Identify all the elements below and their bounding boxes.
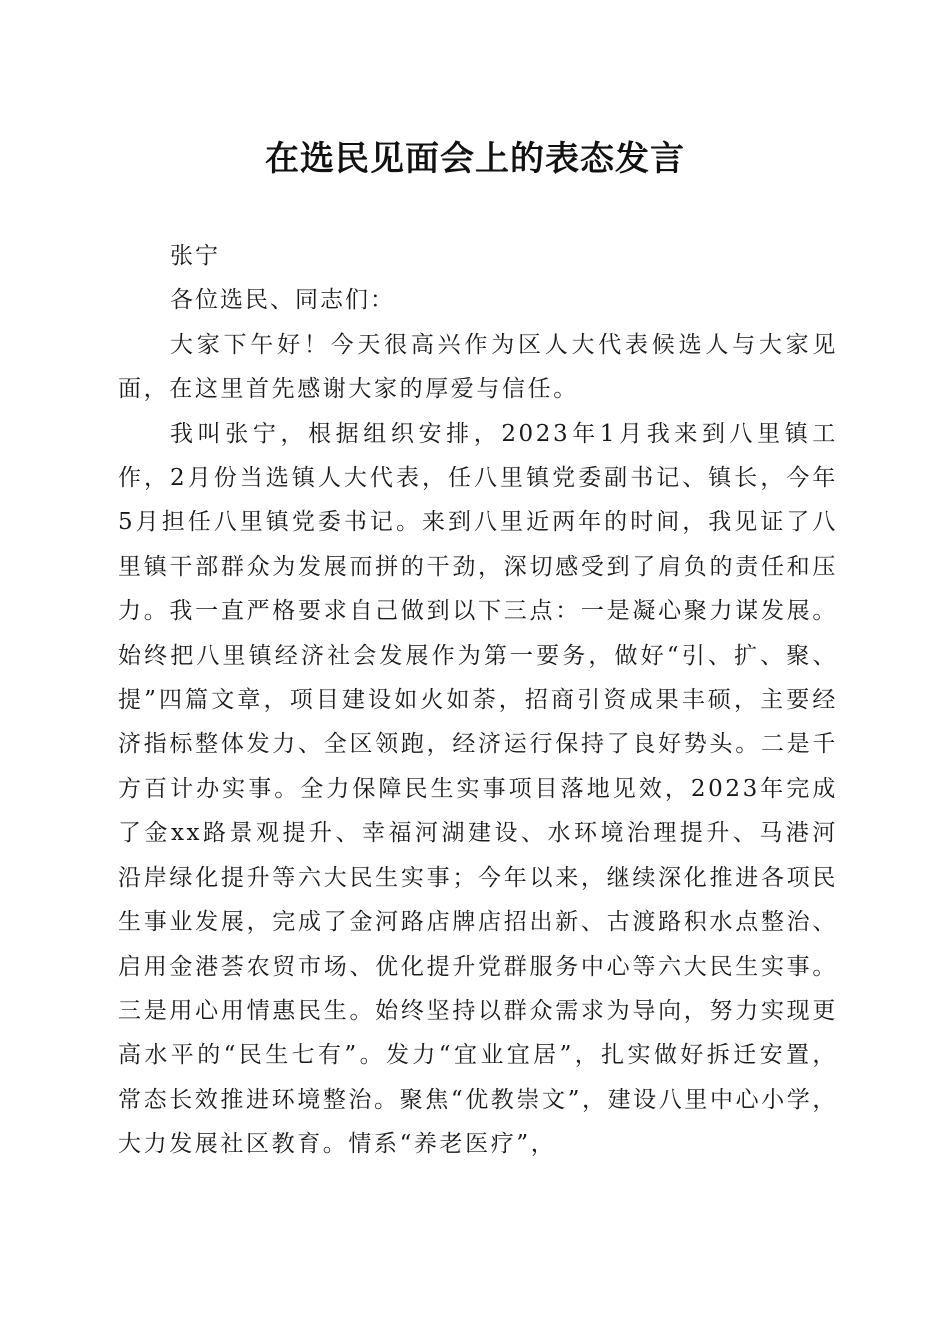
paragraph-greeting: 大家下午好！今天很高兴作为区人大代表候选人与大家见面，在这里首先感谢大家的厚爱与信任。 (118, 331, 838, 403)
document-title: 在选民见面会上的表态发言 (265, 139, 685, 179)
document-body (118, 234, 838, 1167)
author-name: 张宁 (170, 243, 220, 269)
paragraph-introduction: 我叫张宁，根据组织安排，2023年1月我来到八里镇工作，2月份当选镇人大代表，任八里镇党委副书记、镇长，今年5月担任八里镇党委书记。来到八里近两年的时间，我见证了八里镇干部群众为发展而拼的干劲，深切感受到了肩负的责任和压力。我一直严格要求自己做到以下三点：一是凝心聚力谋发展。始终把八里镇经济社会发展作为第一要务，做好“引、扩、聚、提”四篇文章，项目建设如火如荼，招商引资成果丰硕，主要经济指标整体发力、全区领跑，经济运行保持了良好势头。二是千方百计办实事。全力保障民生实事项目落地见效，2023年完成了金xx路景观提升、幸福河湖建设、水环境治理提升、马港河沿岸绿化提升等六大民生实事；今年以来，继续深化推进各项民生事业发展，完成了金河路店牌店招出新、古渡路积水点整治、启用金港荟农贸市场、优化提升党群服务中心等六大民生实事。三是用心用情惠民生。始终坚持以群众需求为导向，努力实现更高水平的“民生七有”。发力“宜业宜居”，扎实做好拆迁安置，常态长效推进环境整治。聚焦“优教崇文”，建设八里中心小学，大力发展社区教育。情系“养老医疗”， (118, 420, 838, 1158)
salutation: 各位选民、同志们： (170, 287, 395, 314)
